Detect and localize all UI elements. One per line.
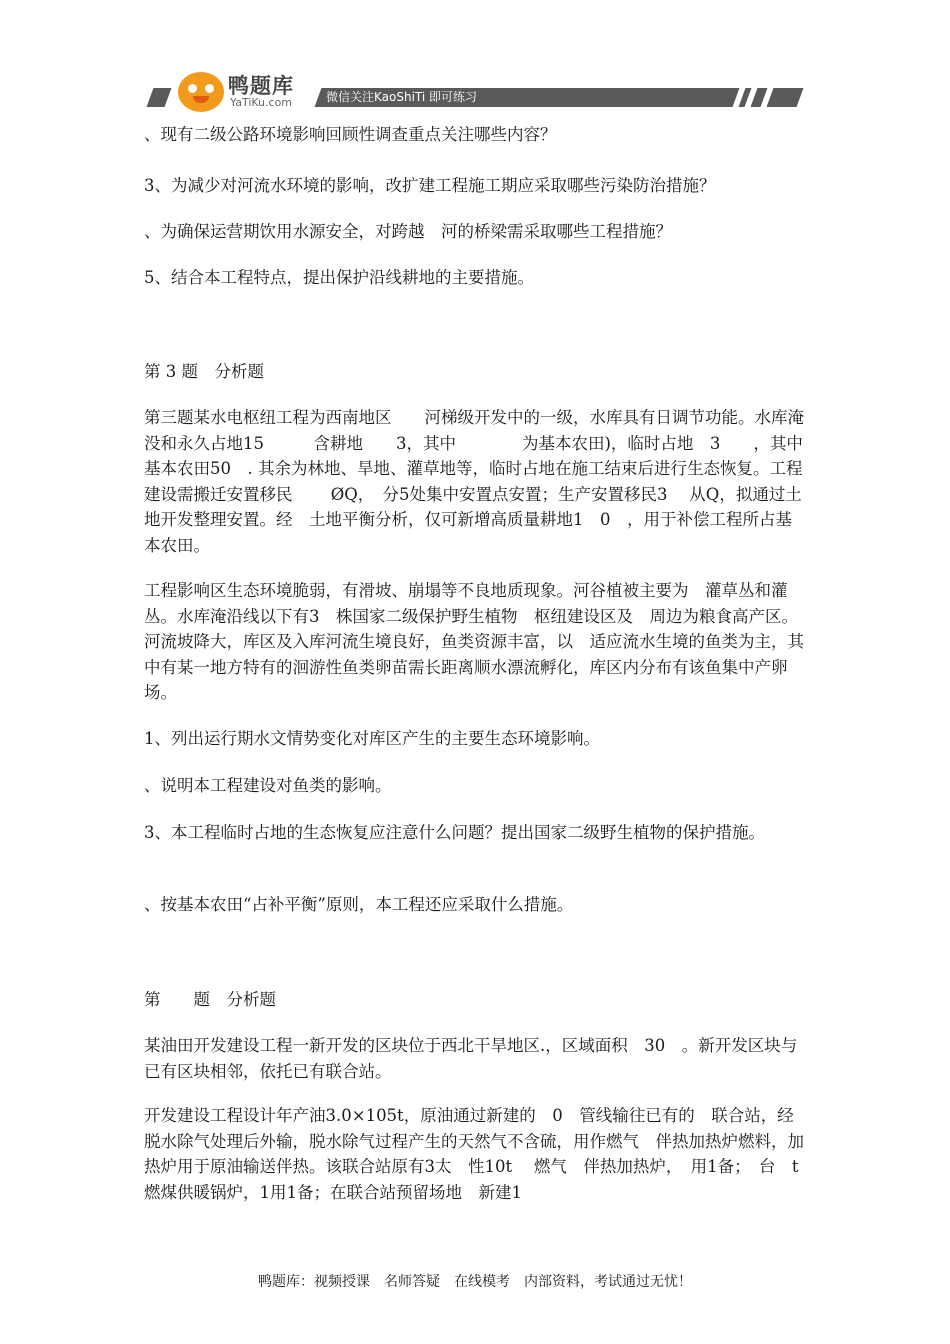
brand-url: YaTiKu.com	[230, 96, 293, 109]
section-3-question-2: 、说明本工程建设对鱼类的影响。	[144, 776, 392, 795]
page-footer: 鸭题库：视频授课 名师答疑 在线模考 内部资料，考试通过无忧！	[258, 1274, 692, 1290]
section-3-paragraph-2: 工程影响区生态环境脆弱，有滑坡、崩塌等不良地质现象。河谷植被主要为 灌草丛和灌丛。水库淹沿线以下有3 株国家二级保护野生植物 枢纽建设区及 周边为粮食高产区。河流坡降大，库区及入库河流生境良好，鱼类资源丰富，以 适应流水生境的鱼类为主，其中有某一地方特有的洄游性鱼类卵苗需长距离顺水漂流孵化，库区内分布有该鱼集中产卵场。	[144, 581, 804, 702]
question-2-5: 5、结合本工程特点，提出保护沿线耕地的主要措施。	[144, 268, 534, 287]
section-3-question-4: 、按基本农田“占补平衡”原则，本工程还应采取什么措施。	[144, 895, 574, 914]
header-bar-left	[147, 88, 172, 107]
page-header	[0, 0, 950, 130]
header-bar-right-1	[739, 88, 752, 107]
section-3-question-3: 3、本工程临时占地的生态恢复应注意什么问题？提出国家二级野生植物的保护措施。	[144, 823, 765, 842]
header-bar-right-2	[751, 88, 768, 107]
brand-name: 鸭题库	[228, 74, 294, 98]
question-2-3: 3、为减少对河流水环境的影响，改扩建工程施工期应采取哪些污染防治措施？	[144, 176, 716, 195]
section-3-title: 第 3 题 分析题	[144, 362, 264, 381]
header-slogan: 微信关注KaoShiTi 即可练习	[326, 90, 478, 104]
duck-eye-right	[205, 84, 214, 93]
duck-logo-icon	[178, 72, 224, 112]
section-3-paragraph-1: 第三题某水电枢纽工程为西南地区 河梯级开发中的一级，水库具有日调节功能。水库淹没和永久占地15 含耕地 3，其中 为基本农田)，临时占地 3 ，其中基本农田50 . 其余为林地、旱地、灌草地等，临时占地在施工结束后进行生态恢复。工程建设需搬迁安置移民 ØQ， 分5处集中安置点安置；生产安置移民3 从Q，拟通过土地开发整理安置。经 土地平衡分析，仅可新增高质量耕地1 0 ，用于补偿工程所占基本农田。	[144, 408, 804, 555]
question-2-4: 、现有二级公路环境影响回顾性调查重点关注哪些内容？	[144, 125, 557, 144]
header-bar-right-3	[767, 88, 804, 107]
section-4-paragraph-1: 某油田开发建设工程一新开发的区块位于西北干旱地区.，区域面积 30 。新开发区块与已有区块相邻，依托已有联合站。	[144, 1036, 798, 1081]
section-3-question-1: 1、列出运行期水文情势变化对库区产生的主要生态环境影响。	[144, 729, 600, 748]
question-2-4b: 、为确保运营期饮用水源安全，对跨越 河的桥梁需采取哪些工程措施？	[144, 222, 672, 241]
duck-eye-left	[188, 84, 197, 93]
section-4-title: 第 题 分析题	[144, 990, 276, 1009]
section-4-paragraph-2: 开发建设工程设计年产油3.0×105t，原油通过新建的 0 管线输往已有的 联合站，经脱水除气处理后外输，脱水除气过程产生的天然气不含硫，用作燃气 伴热加热炉燃料，加热炉用于原油输送伴热。该联合站原有3太 性10t 燃气 伴热加热炉， 用1备； 台 t 燃煤供暖锅炉，1用1备；在联合站预留场地 新建1	[144, 1106, 815, 1202]
